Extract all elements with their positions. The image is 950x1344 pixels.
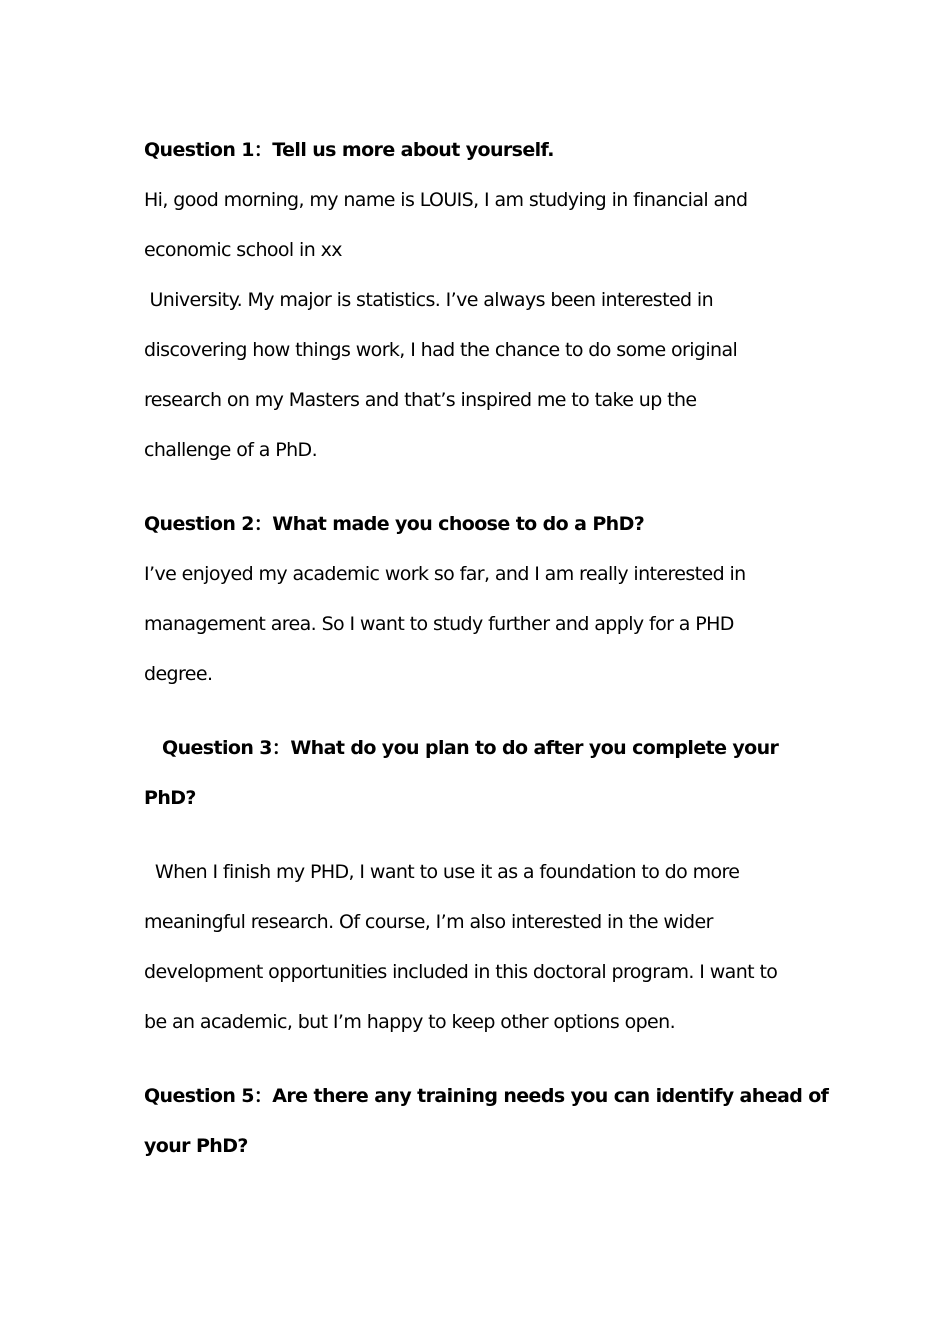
question-5-heading: Question 5：Are there any training needs you can identify ahead of [144, 1085, 829, 1107]
question-5-heading-continued: your PhD? [144, 1135, 248, 1157]
question-2-answer-line: degree. [144, 663, 213, 685]
question-3-answer-line: meaningful research. Of course, I’m also interested in the wider [144, 911, 713, 933]
question-2-answer-line: I’ve enjoyed my academic work so far, and I am really interested in [144, 563, 746, 585]
question-1-answer-line: economic school in xx [144, 239, 342, 261]
question-1-answer-line: Hi, good morning, my name is LOUIS, I am studying in financial and [144, 189, 748, 211]
question-3-answer-line: When I finish my PHD, I want to use it as a foundation to do more [144, 861, 740, 883]
question-2-answer-line: management area. So I want to study further and apply for a PHD [144, 613, 734, 635]
question-1-answer-line: discovering how things work, I had the chance to do some original [144, 339, 738, 361]
question-3-heading-continued: PhD? [144, 787, 196, 809]
question-1-answer-line: research on my Masters and that’s inspired me to take up the [144, 389, 697, 411]
question-3-answer-line: development opportunities included in this doctoral program. I want to [144, 961, 778, 983]
question-3-answer-line: be an academic, but I’m happy to keep other options open. [144, 1011, 676, 1033]
question-1-answer-line: University. My major is statistics. I’ve always been interested in [144, 289, 714, 311]
question-2-heading: Question 2：What made you choose to do a PhD? [144, 513, 645, 535]
question-1-answer-line: challenge of a PhD. [144, 439, 318, 461]
question-1-heading: Question 1：Tell us more about yourself. [144, 139, 554, 161]
question-3-heading: Question 3：What do you plan to do after you complete your [144, 737, 779, 759]
